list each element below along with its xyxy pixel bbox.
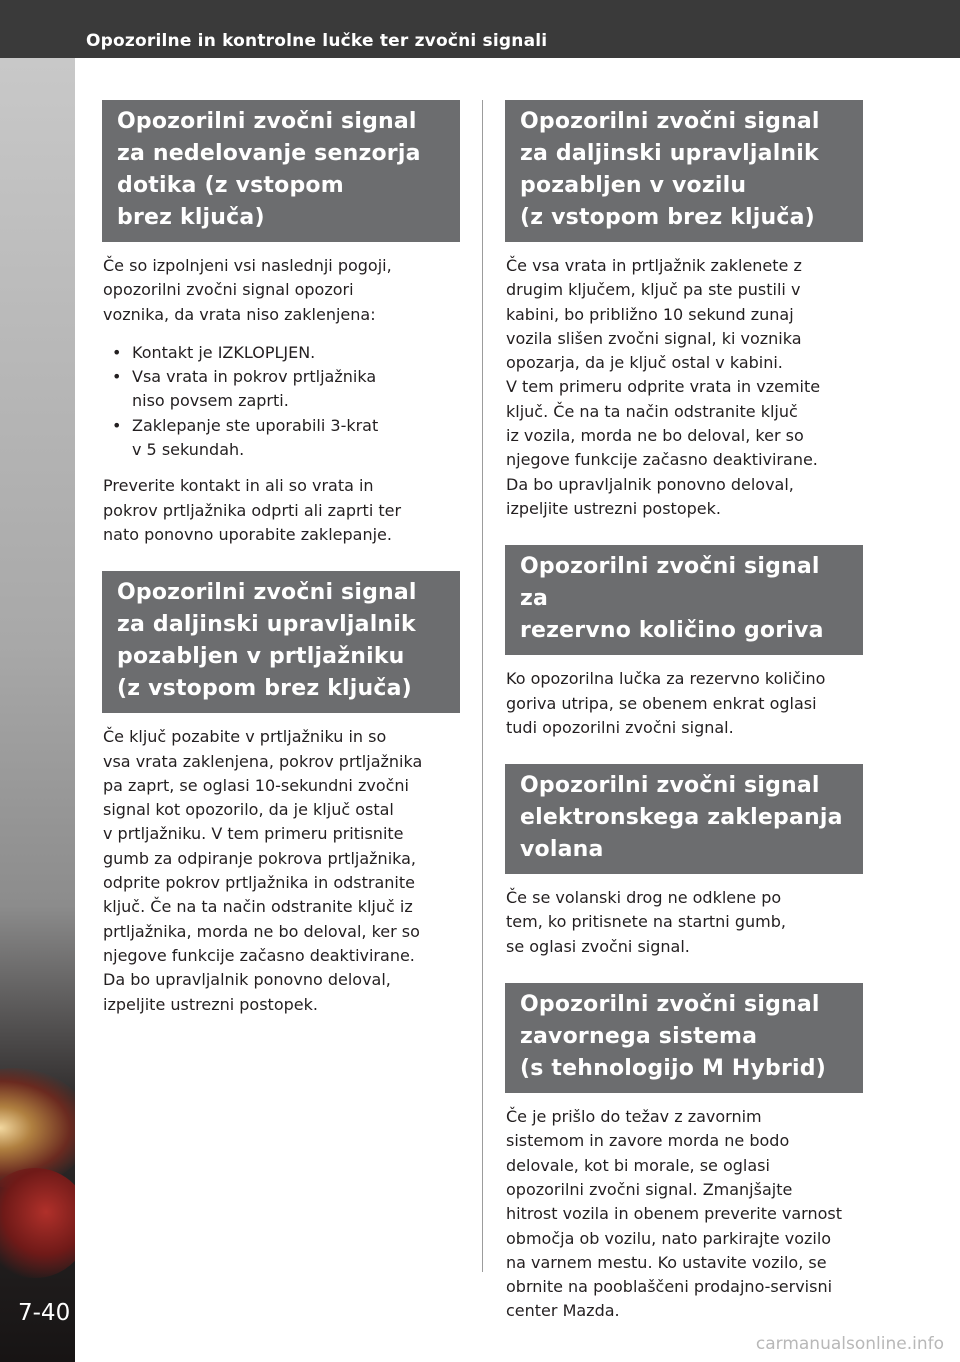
condition-list [102, 341, 460, 462]
page-number: 7-40 [18, 1300, 71, 1326]
list-item: • Vsa vrata in pokrov prtljažnika niso povsem zaprti. [112, 365, 460, 414]
section-heading-brake-system: Opozorilni zvočni signal zavornega sistema (s tehnologijo M Hybrid) [505, 983, 863, 1093]
section-heading-fuel-reserve: Opozorilni zvočni signal za rezervno količino goriva [505, 545, 863, 655]
section-body: Če se volanski drog ne odklene po tem, ko pritisnete na startni gumb, se oglasi zvočni signal. [506, 888, 786, 956]
section-body: Če ključ pozabite v prtljažniku in so vsa vrata zaklenjena, pokrov prtljažnika pa zaprt, se oglasi 10-sekundni zvočni signal kot opozorilo, da je ključ ostal v prtljažniku. V tem primeru pritisnite gumb za odpiranje pokrova prtljažnika, odprite pokrov prtljažnika in odstranite ključ. Če na ta način odstranite ključ iz prtljažnika, morda ne bo deloval, ker so njegove funkcije začasno deaktivirane. Da bo upravljalnik ponovno deloval, izpeljite ustrezni postopek. [103, 727, 423, 1014]
list-item: • Kontakt je IZKLOPLJEN. [112, 341, 460, 365]
section-heading-touch-sensor: Opozorilni zvočni signal za nedelovanje senzorja dotika (z vstopom brez ključa) [102, 100, 460, 242]
right-column [505, 100, 863, 1338]
sidebar-photo-strip [0, 58, 75, 1362]
chapter-title: Opozorilne in kontrolne lučke ter zvočni signali [86, 31, 548, 51]
section-body: Če je prišlo do težav z zavornim sistemom in zavore morda ne bodo delovale, kot bi morale, se oglasi opozorilni zvočni signal. Zmanjšajte hitrost vozila in obenem preverite varnost območja ob vozilu, nato parkirajte vozilo na varnem mestu. Ko ustavite vozilo, se obrnite na pooblaščeni prodajno-servisni center Mazda. [506, 1107, 842, 1321]
car-body-image [0, 1168, 75, 1278]
section-intro: Če so izpolnjeni vsi naslednji pogoji, opozorilni zvočni signal opozori voznika, da vrata niso zaklenjena: [103, 256, 392, 324]
header-bar [0, 0, 960, 58]
list-item: • Zaklepanje ste uporabili 3-krat v 5 sekundah. [112, 414, 460, 463]
section-heading-steering-lock: Opozorilni zvočni signal elektronskega zaklepanja volana [505, 764, 863, 874]
section-heading-key-in-trunk: Opozorilni zvočni signal za daljinski upravljalnik pozabljen v prtljažniku (z vstopom brez ključa) [102, 571, 460, 713]
section-heading-key-in-vehicle: Opozorilni zvočni signal za daljinski upravljalnik pozabljen v vozilu (z vstopom brez ključa) [505, 100, 863, 242]
watermark-text: carmanualsonline.info [755, 1334, 944, 1354]
section-body: Ko opozorilna lučka za rezervno količino goriva utripa, se obenem enkrat oglasi tudi opozorilni zvočni signal. [506, 669, 826, 737]
column-divider [482, 100, 483, 1272]
section-body: Če vsa vrata in prtljažnik zaklenete z drugim ključem, ključ pa ste pustili v kabini, bo približno 10 sekund zunaj vozila slišen zvočni signal, ki voznika opozarja, da je ključ ostal v kabini. V tem primeru odprite vrata in vzemite ključ. Če na ta način odstranite ključ iz vozila, morda ne bo deloval, ker so njegove funkcije začasno deaktivirane. Da bo upravljalnik ponovno deloval, izpeljite ustrezni postopek. [506, 256, 821, 518]
left-column [102, 100, 460, 1031]
section-outro: Preverite kontakt in ali so vrata in pokrov prtljažnika odprti ali zaprti ter nato ponovno uporabite zaklepanje. [103, 476, 402, 544]
